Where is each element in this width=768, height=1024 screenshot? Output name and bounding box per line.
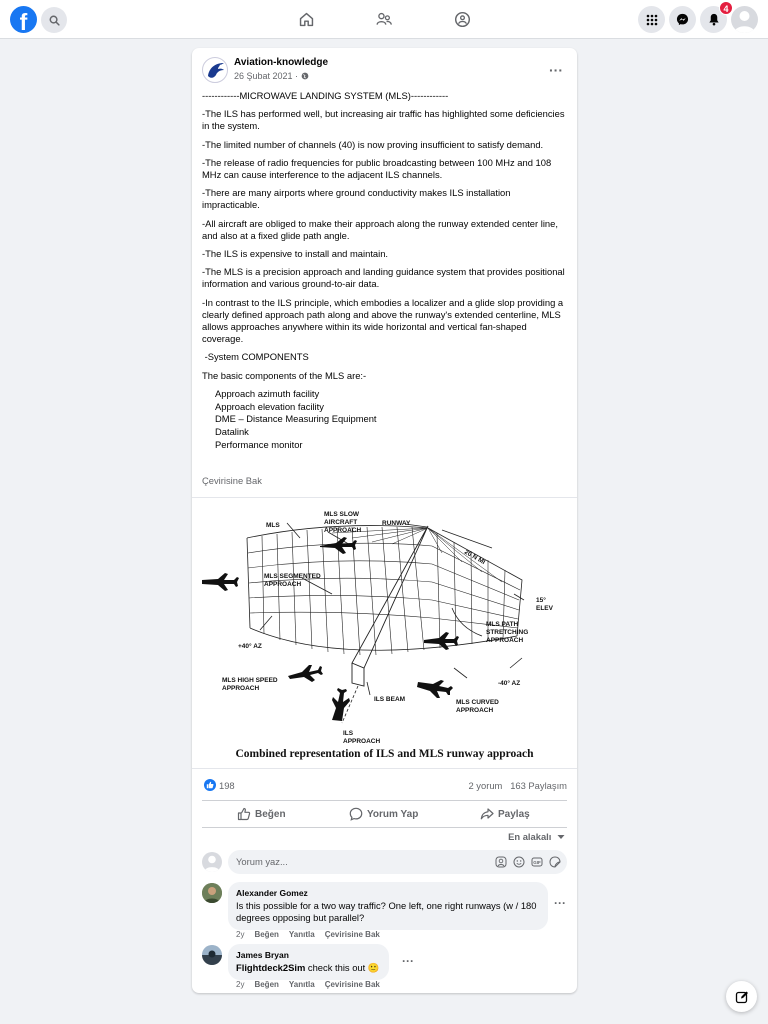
list-item: Performance monitor <box>215 439 303 451</box>
airplane-icon <box>202 573 239 591</box>
comment-meta <box>236 930 380 939</box>
comment-reply-button[interactable]: Yanıtla <box>288 930 315 939</box>
diagram-label: APPROACH <box>486 637 524 644</box>
post-paragraph: -System COMPONENTS <box>202 351 309 363</box>
comment-item <box>202 882 567 940</box>
thumbs-up-icon <box>237 807 251 821</box>
comment-translate-link[interactable]: Çevirisine Bak <box>324 930 380 939</box>
smile-emoji: 🙂 <box>367 962 380 973</box>
page-name[interactable]: Aviation-knowledge <box>234 57 329 68</box>
emoji-icon[interactable] <box>513 856 525 868</box>
list-item: Approach elevation facility <box>215 400 324 412</box>
home-icon <box>298 11 315 28</box>
share-label: Paylaş <box>498 808 530 820</box>
comment-time[interactable]: 2y <box>236 930 245 939</box>
home-tab[interactable] <box>296 9 316 29</box>
avatar-placeholder-icon <box>202 852 222 872</box>
post-paragraph: The basic components of the MLS are:- <box>202 369 367 381</box>
like-label: Beğen <box>255 808 286 820</box>
reaction-summary <box>202 778 567 794</box>
sort-label: En alakalı <box>508 831 552 842</box>
comment-like-button[interactable]: Beğen <box>254 980 279 989</box>
image-caption: Combined representation of ILS and MLS runway approach <box>235 748 534 760</box>
avatar-sticker-icon[interactable] <box>495 856 507 868</box>
avatar-placeholder-icon <box>731 6 758 33</box>
shares-count[interactable]: 163 Paylaşım <box>510 780 567 791</box>
diagram-label: APPROACH <box>222 685 260 692</box>
comment-composer <box>202 850 567 874</box>
share-icon <box>480 807 494 821</box>
diagram-label: RUNWAY <box>382 520 411 527</box>
list-item: Datalink <box>215 426 249 438</box>
profile-avatar[interactable] <box>731 6 758 33</box>
caret-down-icon <box>557 834 565 840</box>
list-item: Approach azimuth facility <box>215 387 320 399</box>
comment-meta <box>236 980 380 989</box>
commenter-avatar[interactable] <box>202 945 222 965</box>
share-button[interactable] <box>480 801 530 827</box>
comment-button[interactable] <box>349 801 418 827</box>
sticker-icon[interactable] <box>549 856 561 868</box>
post-body <box>202 90 568 458</box>
diagram-label: -40° AZ <box>498 680 521 687</box>
comment-sort-dropdown[interactable] <box>508 831 565 842</box>
avatar-photo-icon <box>202 883 222 903</box>
components-list <box>202 388 568 452</box>
post-paragraph: -The limited number of channels (40) is now proving insufficient to satisfy demand. <box>202 138 544 150</box>
comment-reply-button[interactable]: Yanıtla <box>288 980 315 989</box>
diagram-label: +40° AZ <box>238 643 262 650</box>
gif-icon[interactable] <box>531 856 543 868</box>
diagram-label: MLS HIGH SPEED <box>222 677 278 684</box>
diagram-label: AIRCRAFT <box>324 519 358 526</box>
comment-input-placeholder: Yorum yaz... <box>236 856 288 867</box>
diagram-label: STRETCHING <box>486 629 529 636</box>
comment-like-button[interactable]: Beğen <box>254 930 279 939</box>
messenger-button[interactable] <box>669 6 696 33</box>
post-paragraph: -The ILS is expensive to install and maintain. <box>202 248 389 260</box>
diagram-label: MLS SLOW <box>324 511 360 518</box>
search-icon <box>49 15 60 26</box>
post-timestamp[interactable] <box>234 71 309 81</box>
post-image[interactable] <box>192 497 577 769</box>
diagram-label: ELEV <box>536 605 553 612</box>
comment-options-button[interactable]: ··· <box>402 954 414 968</box>
comment-mention[interactable]: Flightdeck2Sim <box>236 962 306 973</box>
diagram-label: 20 N MI <box>463 548 487 567</box>
comment-bubble <box>228 882 548 930</box>
search-button[interactable] <box>41 7 67 33</box>
bell-icon <box>708 13 720 26</box>
post-options-button[interactable]: ··· <box>549 62 563 78</box>
airplane-icon <box>288 665 323 682</box>
comment-text-body: check this out <box>305 962 368 973</box>
current-user-avatar[interactable] <box>202 852 222 872</box>
comment-options-button[interactable]: ··· <box>554 896 566 910</box>
comment-time[interactable]: 2y <box>236 980 245 989</box>
notification-badge: 4 <box>719 1 733 15</box>
diagram-label: APPROACH <box>343 738 381 745</box>
diagram-label: ILS BEAM <box>374 696 406 703</box>
facebook-logo[interactable]: f <box>10 6 37 33</box>
mls-diagram <box>192 498 577 746</box>
diagram-label: 15° <box>536 597 546 604</box>
new-message-button[interactable] <box>726 981 757 1012</box>
post-paragraph: -The release of radio frequencies for public broadcasting between 100 MHz and 108 MHz can cause interference to the adjacent ILS channels. <box>202 156 552 181</box>
comment-author[interactable]: James Bryan <box>236 950 289 960</box>
eagle-logo-icon <box>203 58 228 83</box>
commenter-avatar[interactable] <box>202 883 222 903</box>
friends-tab[interactable] <box>374 9 394 29</box>
top-navigation-bar <box>0 0 768 39</box>
groups-icon <box>454 11 471 28</box>
diagram-label: MLS SEGMENTED <box>264 573 321 580</box>
post-paragraph: -All aircraft are obliged to make their approach along the runway extended center line, and also at a fixed glide path angle. <box>202 217 558 241</box>
post-action-bar <box>202 800 567 828</box>
reaction-count[interactable]: 198 <box>219 780 235 791</box>
post-stats <box>468 780 567 791</box>
comment-translate-link[interactable]: Çevirisine Bak <box>324 980 380 989</box>
messenger-icon <box>676 13 689 26</box>
comment-text: Is this possible for a two way traffic? One left, one right runways (w / 180 degrees opposing but parallel? <box>236 900 537 923</box>
diagram-label: MLS PATH <box>486 621 519 628</box>
comments-count[interactable]: 2 yorum <box>468 780 503 791</box>
comment-item <box>202 944 567 990</box>
comment-icon <box>349 807 363 821</box>
airplane-icon <box>424 632 459 650</box>
post-header <box>202 56 567 86</box>
post-paragraph: -The ILS has performed well, but increasing air traffic has highlighted some deficiencies in the system. <box>202 108 565 132</box>
svg-text:GIF: GIF <box>533 860 541 865</box>
groups-tab[interactable] <box>452 9 472 29</box>
airplane-icon <box>417 680 453 698</box>
composer-tools <box>495 856 561 868</box>
diagram-label: APPROACH <box>264 581 302 588</box>
notifications-button[interactable] <box>700 6 727 33</box>
post-paragraph: -In contrast to the ILS principle, which embodies a localizer and a glide slop providing a clearly defined approach path along and above the runway's extended centerline, MLS allows approaches anywhere within its wide horizontal and vertical fan-shaped coverage. <box>202 296 564 345</box>
post-paragraph: -There are many airports where ground conductivity makes ILS installation impracticable. <box>202 187 511 211</box>
comment-author[interactable]: Alexander Gomez <box>236 888 308 898</box>
friends-icon <box>375 11 393 28</box>
diagram-label: MLS <box>266 522 280 529</box>
avatar-photo-icon <box>202 945 222 965</box>
diagram-label: MLS CURVED <box>456 699 499 706</box>
post-card <box>192 48 577 993</box>
diagram-label: ILS <box>343 730 354 737</box>
post-date: 26 Şubat 2021 · <box>234 71 301 81</box>
page-avatar[interactable] <box>202 57 228 83</box>
comment-text <box>236 962 380 974</box>
like-reaction-icon[interactable] <box>204 779 216 791</box>
compose-icon <box>735 990 749 1004</box>
see-translation-link[interactable]: Çevirisine Bak <box>202 475 262 486</box>
airplane-icon <box>332 688 350 721</box>
post-title: ------------MICROWAVE LANDING SYSTEM (MLS)------------ <box>202 90 449 101</box>
menu-button[interactable] <box>638 6 665 33</box>
post-paragraph: -The MLS is a precision approach and landing guidance system that provides positional information and various ground-to-air data. <box>202 266 565 290</box>
comment-input[interactable] <box>228 850 567 874</box>
diagram-label: APPROACH <box>324 527 362 534</box>
globe-icon <box>301 72 309 80</box>
comment-label: Yorum Yap <box>367 808 419 820</box>
like-button[interactable] <box>237 801 286 827</box>
menu-grid-icon <box>646 14 658 26</box>
diagram-label: APPROACH <box>456 707 494 714</box>
list-item: DME – Distance Measuring Equipment <box>215 413 377 425</box>
comment-bubble <box>228 944 389 980</box>
